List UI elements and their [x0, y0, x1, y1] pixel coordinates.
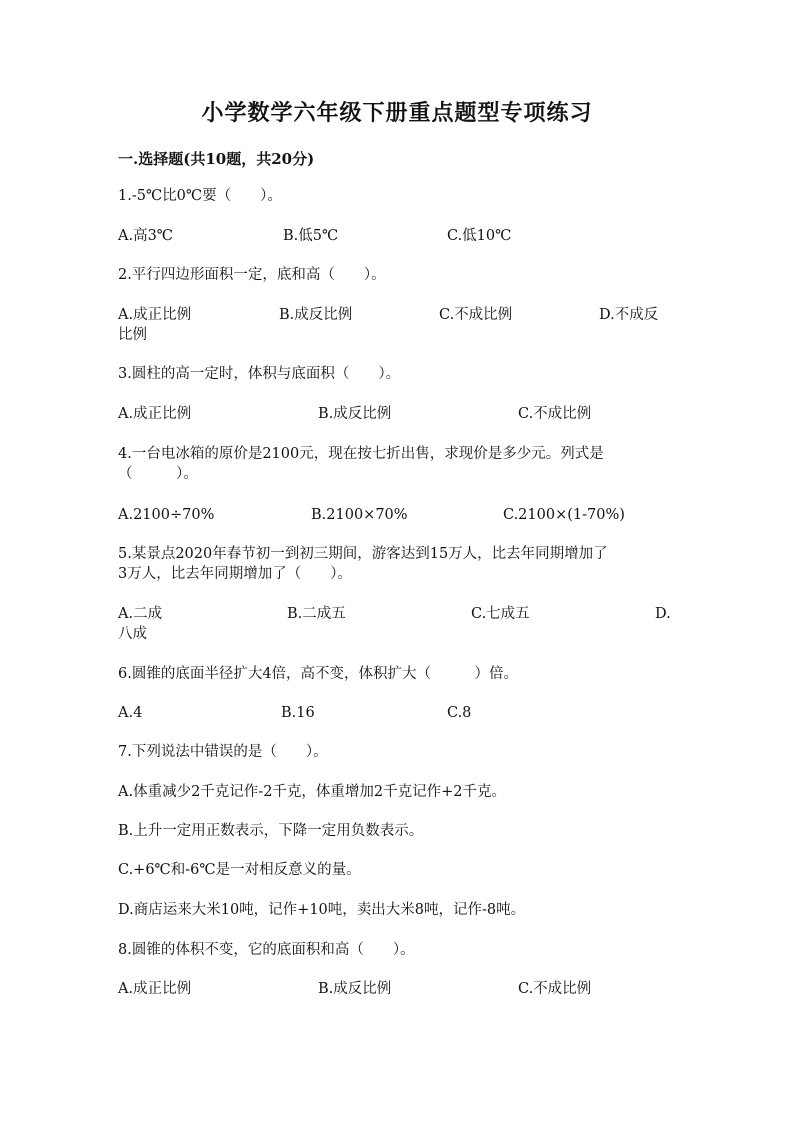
question-7-option-c: C.+6℃和-6℃是一对相反意义的量。: [118, 862, 361, 878]
question-4-option-b: B.2100×70%: [311, 507, 408, 523]
question-5-option-d-continued: 八成: [118, 626, 147, 642]
question-2-option-d: D.不成反: [599, 307, 659, 323]
question-8-option-c: C.不成比例: [518, 981, 592, 997]
question-6-option-c: C.8: [447, 705, 472, 721]
question-2-option-a: A.成正比例: [118, 307, 192, 323]
question-2-option-b: B.成反比例: [279, 307, 353, 323]
question-4-stem-line1: 4.一台电冰箱的原价是2100元，现在按七折出售，求现价是多少元。列式是: [118, 446, 604, 462]
question-7-option-b: B.上升一定用正数表示，下降一定用负数表示。: [118, 823, 424, 839]
page-title: 小学数学六年级下册重点题型专项练习: [201, 100, 593, 126]
question-3-option-a: A.成正比例: [118, 406, 192, 422]
question-8-option-a: A.成正比例: [118, 981, 192, 997]
question-6-stem: 6.圆锥的底面半径扩大4倍，高不变，体积扩大（ ）倍。: [118, 666, 519, 682]
question-5-option-d: D.: [655, 606, 671, 622]
question-7-option-d: D.商店运来大米10吨，记作+10吨，卖出大米8吨，记作-8吨。: [118, 902, 526, 918]
question-6-option-b: B.16: [281, 705, 315, 721]
question-1-option-b: B.低5℃: [283, 228, 339, 244]
question-4-option-a: A.2100÷70%: [118, 507, 215, 523]
question-2-option-c: C.不成比例: [439, 307, 513, 323]
question-8-option-b: B.成反比例: [318, 981, 392, 997]
question-6-option-a: A.4: [118, 705, 143, 721]
question-2-option-d-continued: 比例: [118, 327, 147, 343]
question-3-option-c: C.不成比例: [518, 406, 592, 422]
question-1-option-c: C.低10℃: [447, 228, 512, 244]
question-4-option-c: C.2100×(1-70%): [503, 507, 625, 523]
question-2-stem: 2.平行四边形面积一定，底和高（ ）。: [118, 267, 386, 283]
question-5-option-a: A.二成: [118, 606, 163, 622]
question-8-stem: 8.圆锥的体积不变，它的底面积和高（ ）。: [118, 942, 415, 958]
question-7-stem: 7.下列说法中错误的是（ ）。: [118, 744, 328, 760]
section-heading: 一.选择题(共10题，共20分): [118, 150, 315, 168]
question-5-stem-line1: 5.某景点2020年春节初一到初三期间，游客达到15万人，比去年同期增加了: [118, 546, 608, 562]
question-3-option-b: B.成反比例: [318, 406, 392, 422]
question-7-option-a: A.体重减少2千克记作-2千克，体重增加2千克记作+2千克。: [118, 784, 507, 800]
question-4-stem-line2: （ ）。: [118, 466, 198, 482]
question-3-stem: 3.圆柱的高一定时，体积与底面积（ ）。: [118, 366, 401, 382]
question-5-option-c: C.七成五: [471, 606, 530, 622]
question-5-stem-line2: 3万人，比去年同期增加了（ ）。: [118, 566, 352, 582]
question-5-option-b: B.二成五: [287, 606, 346, 622]
question-1-option-a: A.高3℃: [118, 228, 174, 244]
question-1-stem: 1.-5℃比0℃要（ ）。: [118, 188, 282, 204]
